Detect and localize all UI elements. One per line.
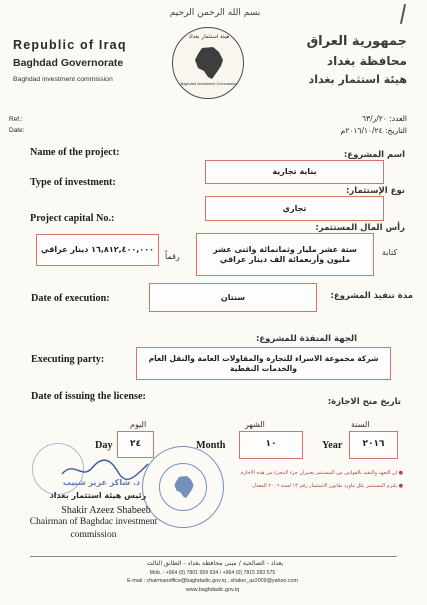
capital-numbers-label: رقماً (165, 252, 180, 261)
governorate-en: Baghdad Governorate (13, 57, 124, 69)
country-ar: جمهورية العراق (306, 34, 407, 49)
signer-name-ar: د. شاكر عزيز شبيب (62, 478, 141, 487)
commission-en: Baghdad investment commission (13, 76, 113, 83)
day-label-ar: اليوم (130, 420, 147, 429)
project-name-label: Name of the project: (30, 147, 120, 158)
basmala: بسم الله الرحمن الرحيم (169, 8, 261, 18)
commission-emblem (172, 27, 244, 99)
footer-email: E-mail : chairmanoffice@baghdadic.gov.iq , shaker_az2009@yahoo.com (127, 578, 298, 584)
project-capital-label: Project capital No.: (30, 213, 115, 224)
month-label-ar: الشهر (245, 420, 265, 429)
executing-party-label: Executing party: (31, 354, 105, 365)
execution-date-field: سنتان (149, 283, 317, 312)
capital-words-field: ستة عشر مليار وثمانمائة واثنى عشر مليون وأربعمائة الف دينار عراقي (196, 233, 374, 276)
investment-type-label: Type of investment: (30, 177, 116, 188)
investment-type-label-ar: نوع الإستثمار: (345, 186, 405, 196)
note-1: ● ان التعهد والتقيد بالقوانين من المستثمر يعتبران جزء لايتجزء من هذه الاجازة. (239, 470, 403, 476)
footer-mobile: Mob. : +964 (0) 7801 959 634 / +964 (0) 7815 283 575 (149, 570, 276, 576)
month-label: Month (196, 440, 226, 451)
year-field: ٢٠١٦ (349, 431, 398, 459)
pen-mark (400, 4, 406, 24)
governorate-ar: محافظة بغداد (326, 54, 407, 68)
stamp-map-icon (173, 475, 195, 499)
month-field: ١٠ (239, 431, 303, 459)
project-name-label-ar: اسم المشروع: (343, 150, 405, 160)
emblem-top-text: هيئة استثمار بغداد (188, 34, 230, 40)
footer-divider (30, 556, 397, 557)
investment-type-field: تجاري (205, 196, 384, 221)
signer-title-en-2: commission (70, 530, 117, 540)
executing-party-field: شركة مجموعة الاسراء للتجارة والمقاولات العامة والنقل العام والخدمات النفطية (136, 347, 391, 380)
footer-address: بغداد - الصالحية / مبنى محافظة بغداد - الطابق الثالث (146, 560, 284, 567)
signer-name-en: Shakir Azeez Shabeeb (61, 505, 151, 516)
issue-date-label-ar: تاريخ منح الاجازة: (327, 397, 401, 407)
capital-words-label: كتابة (382, 248, 398, 257)
commission-ar: هيئة استثمار بغداد (308, 73, 407, 86)
ref-label: Ref.: (9, 116, 23, 123)
year-label-ar: السنة (351, 420, 370, 429)
ref-value: العدد: ٢٠/ر/٦٣ (362, 114, 407, 123)
project-name-field: بناية تجارية (205, 160, 384, 184)
executing-party-heading-ar: الجهة المنفذة للمشروع: (255, 334, 357, 344)
note-2: ● يلتزم المستثمر بكل ماورد بقانون الاستثمار رقم ١٣ لسنة ٢٠٠٦ المعدل. (250, 483, 403, 489)
execution-date-label-ar: مدة تنفيذ المشروع: (330, 291, 413, 301)
emblem-bottom-text: Baghdad Investment Commission (180, 82, 238, 86)
execution-date-label: Date of execution: (31, 293, 110, 304)
capital-numbers-field: ١٦,٨١٢,٤٠٠,٠٠٠ دينار عراقي (36, 234, 159, 266)
signer-title-en-1: Chairman of Baghdac investment (29, 517, 158, 527)
footer-website: www.baghdadic.gov.iq (185, 587, 240, 593)
date-label: Date: (9, 127, 25, 134)
iraq-map-icon (193, 46, 225, 80)
signer-title-ar: رئيس هيئة استثمار بغداد (49, 491, 147, 500)
issue-date-label: Date of issuing the license: (31, 391, 146, 402)
date-value: التاريخ: ٢٠١٦/١٠/٢٤م (340, 126, 407, 135)
year-label: Year (322, 440, 343, 451)
country-en: Republic of Iraq (13, 38, 127, 52)
day-field: ٢٤ (117, 431, 154, 458)
day-label: Day (95, 440, 113, 451)
project-capital-label-ar: رأس المال المستثمر: (315, 223, 405, 233)
